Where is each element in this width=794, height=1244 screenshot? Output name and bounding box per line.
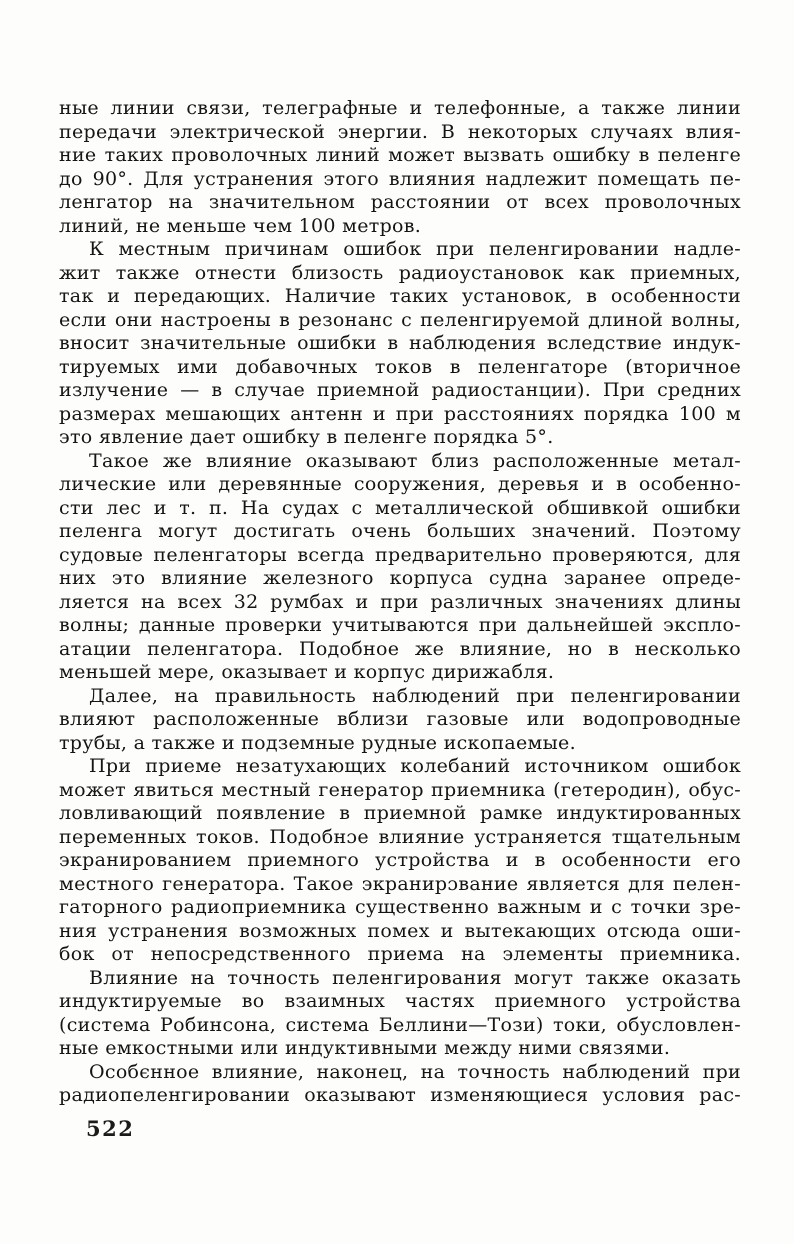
text-line: если они настроены в резонанс с пеленгируемой длиной волны, bbox=[59, 308, 741, 331]
text-line: ния устранения возможных помех и вытекающих отсюда оши- bbox=[59, 919, 741, 942]
text-line: может явиться местный генератор приемника (гетеродин), обус- bbox=[59, 778, 741, 801]
text-line: К местным причинам ошибок при пеленгировании надле- bbox=[89, 238, 741, 260]
text-line: линий, не меньше чем 100 метров. bbox=[59, 214, 422, 237]
text-line: меньшей мере, оказывает и корпус дирижабля. bbox=[59, 661, 555, 683]
text-line: до 90°. Для устранения этого влияния надлежит помещать пе- bbox=[59, 167, 741, 190]
body-text bbox=[59, 97, 741, 1108]
page-number: 522 bbox=[86, 1116, 135, 1141]
text-line: местного генератора. Такое экранирɔвание является для пелен- bbox=[59, 872, 741, 895]
text-line: (система Робинсона, система Беллини—Този) токи, обусловлен- bbox=[59, 1013, 741, 1036]
text-line: судовые пеленгаторы всегда предварительно проверяются, для bbox=[59, 543, 741, 566]
text-line: волны; данные проверки учитываются при дальнейшей экспло- bbox=[59, 614, 741, 636]
text-line: индуктируемые во взаимных частях приемного устройства bbox=[59, 990, 741, 1012]
paragraph bbox=[59, 755, 741, 967]
text-line: лические или деревянные сооружения, деревья и в особенно- bbox=[59, 473, 741, 495]
text-line: жит также отнести близость радиоустановок как приемных, bbox=[59, 261, 741, 284]
text-line: пеленга могут достигать очень больших значений. Поэтому bbox=[59, 520, 741, 542]
text-line: ленгатор на значительном расстоянии от всех проволочных bbox=[59, 191, 741, 213]
text-line: ные линии связи, телеграфные и телефонные, а также линии bbox=[59, 97, 741, 119]
text-line: Влияние на точность пеленгирования могут также оказать bbox=[89, 966, 741, 989]
paragraph bbox=[59, 450, 741, 685]
text-line: это явление дает ошибку в пеленге порядка 5°. bbox=[59, 426, 554, 448]
text-line: Далее, на правильность наблюдений при пеленгировании bbox=[89, 684, 741, 707]
text-line: излучение — в случае приемной радиостанции). При средних bbox=[59, 379, 741, 401]
paragraph bbox=[59, 238, 741, 450]
text-line: ние таких проволочных линий может вызвать ошибку в пеленге bbox=[59, 144, 741, 166]
text-line: гаторного радиоприемника существенно важным и с точки зре- bbox=[59, 896, 741, 918]
paragraph bbox=[59, 1061, 741, 1108]
text-line: них это влияние железного корпуса судна заранее опреде- bbox=[59, 567, 741, 589]
paragraph bbox=[59, 967, 741, 1061]
text-line: влияют расположенные вблизи газовые или водопроводные bbox=[59, 708, 741, 730]
text-line: Такое же влияние оказывают близ расположенные метал- bbox=[89, 449, 741, 472]
paragraph bbox=[59, 97, 741, 238]
text-line: вносит значительные ошибки в наблюдения вследствие индук- bbox=[59, 332, 741, 354]
text-line: ловливающий появление в приемной рамке индуктированных bbox=[59, 802, 741, 824]
text-line: атации пеленгатора. Подобное же влияние, но в несколько bbox=[59, 637, 741, 660]
text-line: При приеме незатухающих колебаний источником ошибок bbox=[89, 755, 741, 777]
text-line: так и передающих. Наличие таких установок, в особенности bbox=[59, 285, 741, 307]
text-line: бок от непосредственного приема на элементы приемника. bbox=[59, 943, 741, 965]
text-line: ляется на всех 32 румбах и при различных значениях длины bbox=[59, 590, 741, 613]
paragraph bbox=[59, 685, 741, 756]
text-line: экранированием приемного устройства и в особенности его bbox=[59, 849, 741, 871]
text-line: переменных токов. Подобнɔе влияние устраняется тщательным bbox=[59, 825, 741, 848]
text-line: размерах мешающих антенн и при расстояниях порядка 100 м bbox=[59, 402, 741, 425]
text-line: трубы, а также и подземные рудные ископаемые. bbox=[59, 731, 576, 754]
text-line: радиопеленгировании оказывают изменяющиеся условия рас- bbox=[59, 1084, 741, 1106]
text-line: Особєнное влияние, наконец, на точность наблюдений при bbox=[89, 1060, 741, 1083]
text-line: сти лес и т. п. На судах с металлической обшивкой ошибки bbox=[59, 496, 741, 519]
text-line: ные емкостными или индуктивными между ними связями. bbox=[59, 1037, 671, 1059]
text-line: передачи электрической энергии. В некоторых случаях влия- bbox=[59, 120, 741, 143]
text-line: тируемых ими добавочных токов в пеленгаторе (вторичное bbox=[59, 355, 741, 378]
